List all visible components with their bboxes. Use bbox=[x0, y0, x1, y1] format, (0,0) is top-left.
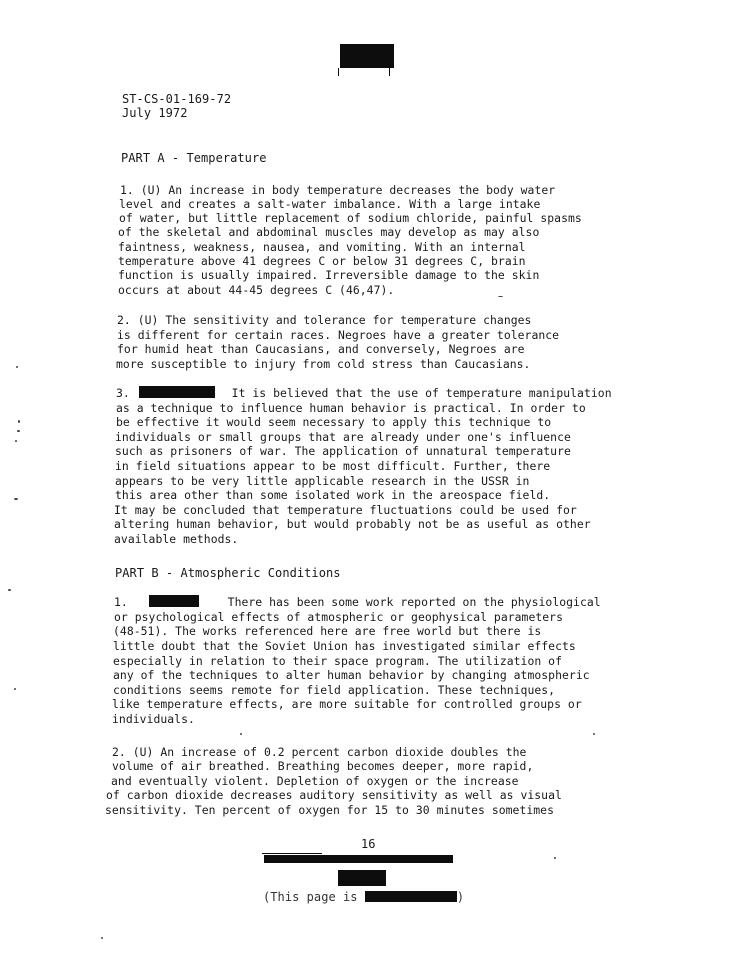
part-b-para2-line: 2. (U) An increase of 0.2 percent carbon dioxide doubles the bbox=[112, 745, 527, 759]
footer-classification-line bbox=[263, 890, 464, 904]
top-redaction-tick-left bbox=[338, 68, 339, 76]
part-a-para3-line: It may be concluded that temperature fluctuations could be used for bbox=[114, 503, 577, 517]
part-a-para3-first-text: It is believed that the use of temperature manipulation bbox=[231, 386, 612, 400]
scan-speck bbox=[554, 857, 556, 859]
classification-redaction bbox=[365, 891, 457, 902]
part-b-para1-line: (48-51). The works referenced here are free world but there is bbox=[113, 624, 542, 638]
part-b-para1-line: or psychological effects of atmospheric or geophysical parameters bbox=[114, 610, 564, 624]
scan-speck bbox=[101, 937, 103, 939]
scan-speck bbox=[498, 296, 503, 297]
top-redaction bbox=[340, 44, 394, 68]
scan-speck bbox=[593, 733, 595, 735]
part-a-para2-line: for humid heat than Caucasians, and conversely, Negroes are bbox=[117, 342, 525, 356]
part-b-para1-first-text: There has been some work reported on the physiological bbox=[227, 595, 601, 609]
part-a-para2-line: more susceptible to injury from cold stress than Caucasians. bbox=[116, 357, 531, 371]
part-b-para2-line: volume of air breathed. Breathing becomes deeper, more rapid, bbox=[112, 759, 534, 773]
part-a-para3-line: available methods. bbox=[114, 532, 239, 546]
scan-speck bbox=[14, 688, 16, 690]
part-a-para3-line: be effective it would seem necessary to apply this technique to bbox=[116, 415, 552, 429]
top-redaction-tick-right bbox=[389, 68, 390, 76]
part-a-para1-line: of the skeletal and abdominal muscles may develop as may also bbox=[118, 225, 540, 239]
part-a-para3-line: appears to be very little applicable research in the USSR in bbox=[115, 474, 530, 488]
classification-prefix: (This page is bbox=[263, 890, 358, 904]
part-a-heading: PART A - Temperature bbox=[121, 151, 267, 165]
scan-speck bbox=[14, 498, 18, 500]
part-b-para1-line: especially in relation to their space program. The utilization of bbox=[113, 654, 563, 668]
part-a-para2-line: is different for certain races. Negroes have a greater tolerance bbox=[117, 328, 560, 342]
inline-redaction bbox=[149, 595, 199, 607]
part-a-para1-line: faintness, weakness, nausea, and vomiting. With an internal bbox=[118, 240, 526, 254]
part-a-para3-line: individuals or small groups that are already under one's influence bbox=[115, 430, 571, 444]
part-b-para2-line: sensitivity. Ten percent of oxygen for 15 to 30 minutes sometimes bbox=[105, 803, 555, 817]
part-a-para3-line: this area other than some isolated work in the areospace field. bbox=[115, 488, 551, 502]
part-a-para3-first-line bbox=[116, 386, 612, 400]
part-a-para2-line: 2. (U) The sensitivity and tolerance for temperature changes bbox=[117, 313, 532, 327]
part-b-para2-line: and eventually violent. Depletion of oxygen or the increase bbox=[111, 774, 519, 788]
document-date: July 1972 bbox=[122, 106, 188, 120]
part-b-para1-first-line bbox=[114, 595, 601, 609]
scan-speck bbox=[17, 430, 20, 432]
part-b-para1-line: individuals. bbox=[112, 712, 195, 726]
part-a-para1-line: 1. (U) An increase in body temperature decreases the body water bbox=[120, 183, 556, 197]
part-a-para1-line: of water, but little replacement of sodium chloride, painful spasms bbox=[119, 211, 582, 225]
classification-suffix: ) bbox=[456, 890, 465, 904]
part-a-para3-line: altering human behavior, but would probably not be as useful as other bbox=[114, 517, 591, 531]
part-b-para2-line: of carbon dioxide decreases auditory sensitivity as well as visual bbox=[106, 788, 562, 802]
document-number: ST-CS-01-169-72 bbox=[122, 92, 232, 106]
part-a-para3-line: in field situations appear to be most difficult. Further, there bbox=[115, 459, 551, 473]
scan-speck bbox=[16, 366, 18, 368]
page-number: 16 bbox=[361, 837, 376, 851]
part-b-para1-number: 1. bbox=[114, 595, 128, 609]
part-b-para1-line: any of the techniques to alter human behavior by changing atmospheric bbox=[113, 668, 590, 682]
scan-speck bbox=[18, 420, 20, 423]
part-b-para1-line: like temperature effects, are more suitable for controlled groups or bbox=[112, 697, 582, 711]
part-a-para1-line: function is usually impaired. Irreversible damage to the skin bbox=[118, 268, 540, 282]
scan-speck bbox=[240, 733, 242, 735]
part-b-para1-line: conditions seems remote for field application. These techniques, bbox=[113, 683, 556, 697]
part-a-para1-line: occurs at about 44-45 degrees C (46,47). bbox=[118, 283, 395, 297]
footer-redaction-block bbox=[338, 870, 386, 886]
inline-redaction bbox=[139, 386, 215, 398]
part-a-para3-line: such as prisoners of war. The application of unnatural temperature bbox=[115, 444, 571, 458]
footer-rule-thin bbox=[262, 853, 322, 854]
footer-classification-bar bbox=[264, 855, 453, 863]
part-b-para1-line: little doubt that the Soviet Union has investigated similar effects bbox=[113, 639, 576, 653]
part-a-para1-line: temperature above 41 degrees C or below 31 degrees C, brain bbox=[118, 254, 526, 268]
part-a-para1-line: level and creates a salt-water imbalance. With a large intake bbox=[119, 197, 541, 211]
part-a-para3-number: 3. bbox=[116, 386, 130, 400]
scan-speck bbox=[15, 440, 17, 442]
part-a-para3-line: as a technique to influence human behavior is practical. In order to bbox=[116, 401, 586, 415]
part-b-heading: PART B - Atmospheric Conditions bbox=[115, 566, 341, 580]
scan-speck bbox=[8, 589, 11, 591]
